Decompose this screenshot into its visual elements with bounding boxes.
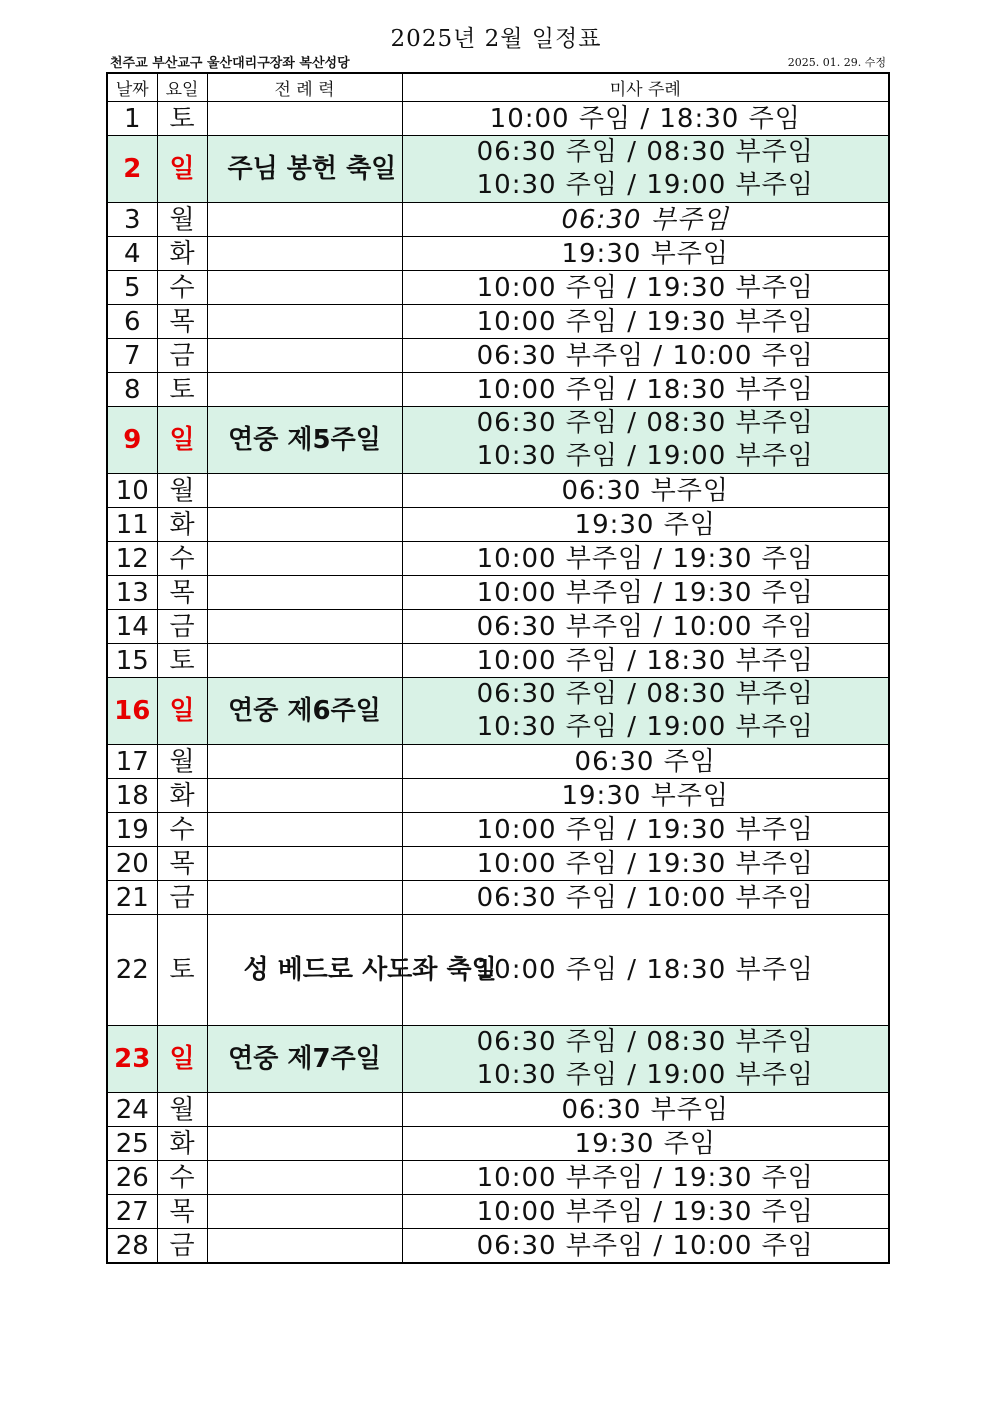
date-cell: 12	[107, 542, 157, 576]
mass-cell: 10:00 주임 / 18:30 주임	[402, 102, 889, 136]
date-cell: 6	[107, 305, 157, 339]
date-cell: 15	[107, 644, 157, 678]
mass-cell: 06:30 부주임 / 10:00 주임	[402, 610, 889, 644]
table-row	[107, 1195, 889, 1229]
mass-cell: 19:30 주임	[402, 508, 889, 542]
mass-cell: 10:00 주임 / 19:30 부주임	[402, 813, 889, 847]
header-row	[107, 73, 889, 102]
mass-cell	[402, 678, 889, 745]
weekday-cell: 월	[157, 203, 207, 237]
mass-cell: 19:30 부주임	[402, 237, 889, 271]
weekday-cell: 일	[157, 407, 207, 474]
weekday-cell: 수	[157, 813, 207, 847]
date-cell: 9	[107, 407, 157, 474]
weekday-cell: 목	[157, 576, 207, 610]
table-row	[107, 203, 889, 237]
liturgy-cell	[207, 1161, 402, 1195]
table-row	[107, 373, 889, 407]
weekday-cell: 월	[157, 745, 207, 779]
table-row	[107, 1093, 889, 1127]
table-row	[107, 813, 889, 847]
liturgy-cell	[207, 339, 402, 373]
liturgy-cell	[207, 813, 402, 847]
mass-line: 10:30 주임 / 19:00 부주임	[476, 441, 814, 471]
table-row	[107, 576, 889, 610]
liturgy-cell	[207, 1093, 402, 1127]
liturgy-cell: 연중 제6주일	[207, 678, 402, 745]
weekday-cell: 화	[157, 508, 207, 542]
mass-line: 06:30 주임 / 08:30 부주임	[476, 1027, 814, 1057]
mass-line: 10:30 주임 / 19:00 부주임	[476, 712, 814, 742]
weekday-cell: 화	[157, 779, 207, 813]
table-row	[107, 237, 889, 271]
mass-cell: 10:00 주임 / 19:30 부주임	[402, 847, 889, 881]
mass-cell: 06:30 부주임	[402, 474, 889, 508]
liturgy-cell	[207, 1229, 402, 1264]
date-cell: 13	[107, 576, 157, 610]
date-cell: 22	[107, 915, 157, 1026]
liturgy-cell	[207, 474, 402, 508]
date-cell: 17	[107, 745, 157, 779]
liturgy-cell: 주님 봉헌 축일	[207, 136, 402, 203]
mass-line: 06:30 주임 / 08:30 부주임	[476, 679, 814, 709]
date-cell: 27	[107, 1195, 157, 1229]
liturgy-cell	[207, 542, 402, 576]
weekday-cell: 일	[157, 678, 207, 745]
liturgy-cell: 연중 제5주일	[207, 407, 402, 474]
weekday-cell: 목	[157, 1195, 207, 1229]
date-cell: 3	[107, 203, 157, 237]
mass-cell: 10:00 부주임 / 19:30 주임	[402, 1161, 889, 1195]
date-cell: 1	[107, 102, 157, 136]
weekday-cell: 토	[157, 644, 207, 678]
liturgy-cell	[207, 305, 402, 339]
table-row-sunday	[107, 678, 889, 745]
liturgy-cell	[207, 373, 402, 407]
weekday-cell: 화	[157, 237, 207, 271]
liturgy-cell	[207, 237, 402, 271]
liturgy-cell: 성 베드로 사도좌 축일	[207, 915, 402, 1026]
liturgy-cell	[207, 1195, 402, 1229]
date-cell: 7	[107, 339, 157, 373]
date-cell: 10	[107, 474, 157, 508]
mass-cell: 06:30 부주임	[402, 203, 889, 237]
date-cell: 26	[107, 1161, 157, 1195]
weekday-cell: 금	[157, 881, 207, 915]
date-cell: 8	[107, 373, 157, 407]
liturgy-cell	[207, 508, 402, 542]
table-row	[107, 610, 889, 644]
schedule-table	[106, 72, 890, 1264]
weekday-cell: 월	[157, 1093, 207, 1127]
mass-cell	[402, 136, 889, 203]
mass-cell: 06:30 부주임 / 10:00 주임	[402, 339, 889, 373]
table-row	[107, 745, 889, 779]
liturgy-cell	[207, 847, 402, 881]
weekday-cell: 금	[157, 339, 207, 373]
mass-cell: 06:30 부주임	[402, 1093, 889, 1127]
date-cell: 28	[107, 1229, 157, 1264]
weekday-cell: 화	[157, 1127, 207, 1161]
table-row	[107, 1229, 889, 1264]
table-row	[107, 271, 889, 305]
weekday-cell: 수	[157, 542, 207, 576]
mass-cell: 19:30 주임	[402, 1127, 889, 1161]
liturgy-cell	[207, 1127, 402, 1161]
date-cell: 11	[107, 508, 157, 542]
mass-cell: 10:00 주임 / 18:30 부주임	[402, 915, 889, 1026]
table-row	[107, 644, 889, 678]
mass-cell: 19:30 부주임	[402, 779, 889, 813]
mass-line: 06:30 주임 / 08:30 부주임	[476, 408, 814, 438]
liturgy-cell	[207, 644, 402, 678]
liturgy-cell	[207, 779, 402, 813]
date-cell: 4	[107, 237, 157, 271]
mass-cell	[402, 1026, 889, 1093]
weekday-cell: 수	[157, 1161, 207, 1195]
mass-cell: 10:00 주임 / 18:30 부주임	[402, 373, 889, 407]
weekday-cell: 토	[157, 373, 207, 407]
mass-cell: 06:30 부주임 / 10:00 주임	[402, 1229, 889, 1264]
weekday-cell: 목	[157, 847, 207, 881]
table-row	[107, 305, 889, 339]
mass-cell: 10:00 주임 / 18:30 부주임	[402, 644, 889, 678]
page-title: 2025년 2월 일정표	[390, 26, 602, 52]
liturgy-cell	[207, 203, 402, 237]
header-date: 날짜	[107, 73, 157, 102]
table-row	[107, 474, 889, 508]
table-row	[107, 779, 889, 813]
weekday-cell: 일	[157, 1026, 207, 1093]
mass-line: 06:30 주임 / 08:30 부주임	[476, 137, 814, 167]
mass-cell	[402, 407, 889, 474]
date-cell: 21	[107, 881, 157, 915]
table-row	[107, 542, 889, 576]
header-mass: 미사 주례	[402, 73, 889, 102]
liturgy-cell	[207, 745, 402, 779]
liturgy-cell	[207, 271, 402, 305]
mass-cell: 10:00 부주임 / 19:30 주임	[402, 542, 889, 576]
table-row-sunday	[107, 407, 889, 474]
liturgy-cell	[207, 610, 402, 644]
date-cell: 16	[107, 678, 157, 745]
weekday-cell: 일	[157, 136, 207, 203]
date-cell: 5	[107, 271, 157, 305]
header-liturgy: 전 례 력	[207, 73, 402, 102]
table-row	[107, 881, 889, 915]
mass-cell: 06:30 주임	[402, 745, 889, 779]
mass-cell: 10:00 부주임 / 19:30 주임	[402, 1195, 889, 1229]
weekday-cell: 토	[157, 102, 207, 136]
table-row-sunday	[107, 136, 889, 203]
liturgy-cell	[207, 881, 402, 915]
date-cell: 20	[107, 847, 157, 881]
mass-cell: 10:00 부주임 / 19:30 주임	[402, 576, 889, 610]
table-row	[107, 1161, 889, 1195]
header-weekday: 요일	[157, 73, 207, 102]
weekday-cell: 금	[157, 610, 207, 644]
weekday-cell: 수	[157, 271, 207, 305]
date-cell: 19	[107, 813, 157, 847]
table-row	[107, 508, 889, 542]
weekday-cell: 월	[157, 474, 207, 508]
liturgy-cell: 연중 제7주일	[207, 1026, 402, 1093]
table-row-sunday	[107, 1026, 889, 1093]
weekday-cell: 금	[157, 1229, 207, 1264]
mass-line: 10:30 주임 / 19:00 부주임	[476, 170, 814, 200]
table-row	[107, 847, 889, 881]
liturgy-cell	[207, 102, 402, 136]
mass-cell: 06:30 주임 / 10:00 부주임	[402, 881, 889, 915]
date-cell: 25	[107, 1127, 157, 1161]
liturgy-cell	[207, 576, 402, 610]
table-row	[107, 1127, 889, 1161]
revision-date: 2025. 01. 29. 수정	[787, 56, 886, 69]
table-row	[107, 102, 889, 136]
mass-line: 10:30 주임 / 19:00 부주임	[476, 1060, 814, 1090]
weekday-cell: 토	[157, 915, 207, 1026]
table-row	[107, 915, 889, 1026]
date-cell: 24	[107, 1093, 157, 1127]
date-cell: 18	[107, 779, 157, 813]
parish-name: 천주교 부산교구 울산대리구장좌 복산성당	[110, 56, 350, 71]
weekday-cell: 목	[157, 305, 207, 339]
table-row	[107, 339, 889, 373]
mass-cell: 10:00 주임 / 19:30 부주임	[402, 305, 889, 339]
date-cell: 14	[107, 610, 157, 644]
mass-cell: 10:00 주임 / 19:30 부주임	[402, 271, 889, 305]
date-cell: 2	[107, 136, 157, 203]
date-cell: 23	[107, 1026, 157, 1093]
